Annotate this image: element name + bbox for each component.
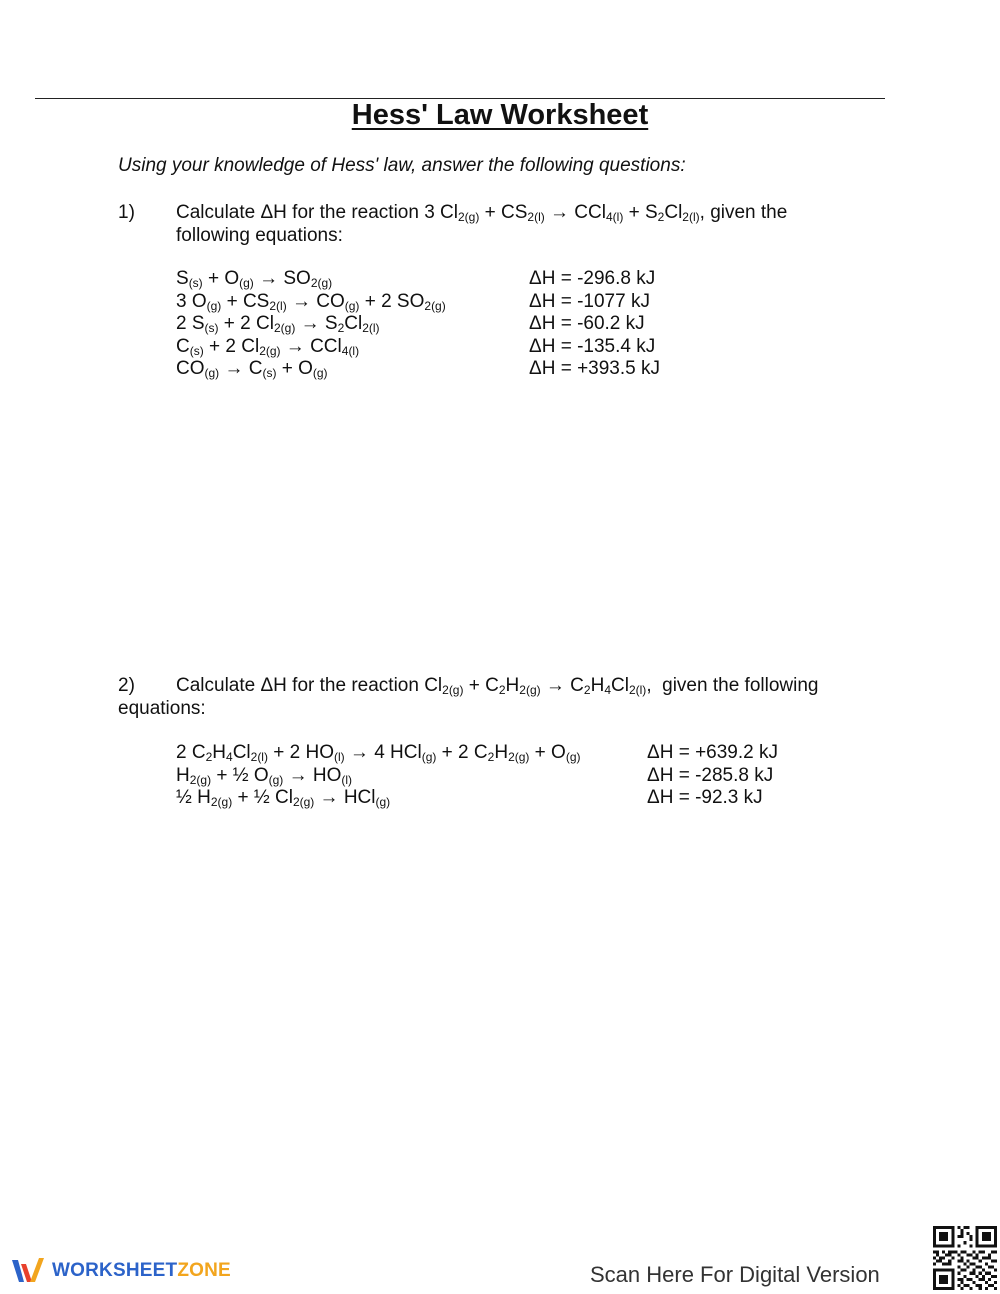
q2-enthalpy-3: ΔH = -92.3 kJ [647, 787, 763, 808]
question-1-number: 1) [118, 202, 135, 223]
question-2-text-line1: Calculate ΔH for the reaction $Cl_{2(g)} + C_2H_{2(g)} \to C_2H_4Cl_{2(l)}$, given the following [176, 675, 819, 697]
question-2-text-line2: equations: [118, 698, 206, 719]
page-title: Hess' Law Worksheet [351, 99, 649, 131]
q1-enthalpy-4: ΔH = -135.4 kJ [529, 335, 656, 357]
q2-enthalpy-2: ΔH = -285.8 kJ [647, 764, 774, 786]
q1-equation-1: $S_{(s)} + O_{(g)} \to SO_{2(g)}$ [176, 268, 333, 290]
q1-enthalpy-5: ΔH = +393.5 kJ [529, 358, 660, 379]
q1-equation-4: $C_{(s)} + 2$ $Cl_{2(g)} \to CCl_{4(l)}$ [176, 335, 360, 358]
q2-enthalpy-1: ΔH = +639.2 kJ [647, 742, 778, 763]
brand-name [52, 1260, 231, 1282]
qr-code-icon[interactable] [933, 1226, 997, 1290]
brand-name-part2: ZONE [177, 1260, 231, 1281]
worksheetzone-logo-icon [10, 1256, 48, 1286]
q2-equation-3: ½ $H_{2(g)}$ + ½ $Cl_{2(g)} \to HCl_{(g)}$ [176, 787, 391, 809]
question-1-text-line1: Calculate ΔH for the reaction 3 $Cl_{2(g)} + CS_{2(l)} \to CCl_{4(l)} + S_2Cl_{2(l)}$, given the [176, 202, 788, 224]
q1-equation-3: 2 $S_{(s)} + 2$ $Cl_{2(g)} \to S_2Cl_{2(l)}$ [176, 313, 380, 335]
question-1-text-line2: following equations: [176, 225, 343, 246]
brand-name-part1: WORKSHEET [52, 1260, 178, 1281]
q1-enthalpy-1: ΔH = -296.8 kJ [529, 268, 656, 289]
q1-enthalpy-3: ΔH = -60.2 kJ [529, 313, 645, 334]
question-2-number: 2) [118, 675, 135, 696]
worksheetzone-logo[interactable] [10, 1256, 231, 1286]
q1-enthalpy-2: ΔH = -1077 kJ [529, 290, 650, 312]
q1-equation-5: $CO_{(g)} \to C_{(s)} + O_{(g)}$ [176, 358, 328, 380]
intro-text: Using your knowledge of Hess' law, answer the following questions: [118, 155, 686, 176]
q1-equation-2: 3 $O_{(g)} + CS_{2(l)} \to CO_{(g)} + 2$ $SO_{2(g)}$ [176, 290, 446, 313]
q2-equation-1: 2 $C_2H_4Cl_{2(l)} + 2$ $HO_{(l)} \to 4$ HCl$_{(g)}$ + 2 $C_2H_{2(g)} + O_{(g)}$ [176, 742, 581, 764]
q2-equation-2: $H_{2(g)}$ + ½ $O_{(g)} \to HO_{(l)}$ [176, 764, 353, 787]
scan-here-text: Scan Here For Digital Version [590, 1262, 880, 1287]
